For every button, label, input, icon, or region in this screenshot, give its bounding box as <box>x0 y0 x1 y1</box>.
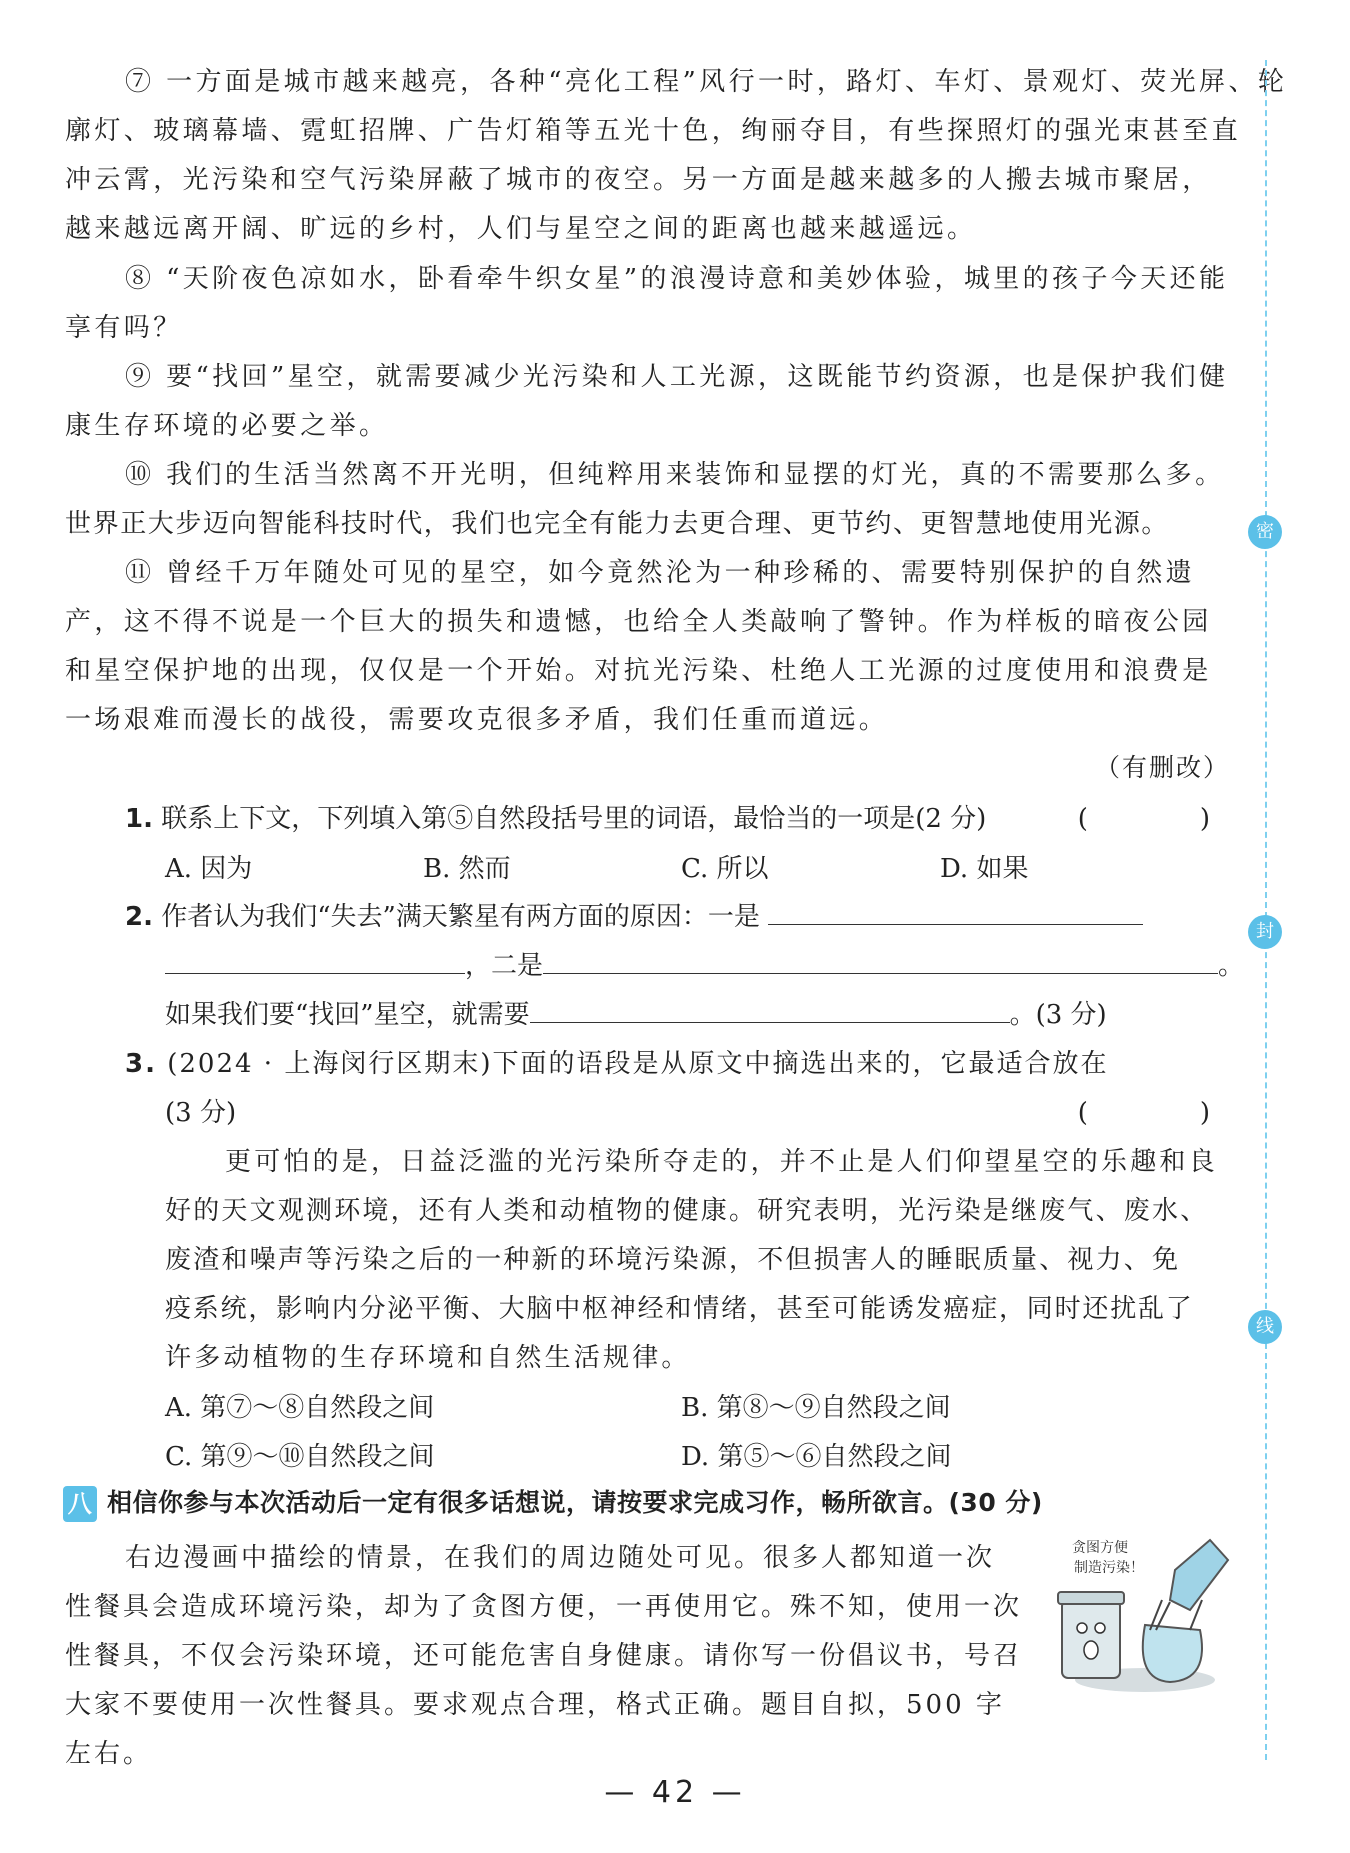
option-d[interactable]: D. 如果 <box>940 854 1029 884</box>
section-8-heading <box>63 1483 1043 1522</box>
text-line: ⑧ “天阶夜色凉如水，卧看牵牛织女星”的浪漫诗意和美妙体验，城里的孩子今天还能 <box>125 264 1229 294</box>
question-text: 如果我们要“找回”星空，就需要 <box>165 1000 530 1030</box>
text-line: ⑨ 要“找回”星空，就需要减少光污染和人工光源，这既能节约资源，也是保护我们健 <box>125 362 1229 392</box>
paragraph-9 <box>65 353 1230 451</box>
option-b[interactable]: B. 然而 <box>423 854 511 884</box>
question-text: ，二是 <box>465 951 544 981</box>
question-text: 作者认为我们“失去”满天繁星有两方面的原因：一是 <box>161 902 760 932</box>
text-line: 废渣和噪声等污染之后的一种新的环境污染源，不但损害人的睡眠质量、视力、免 <box>165 1245 1181 1275</box>
answer-blank-2[interactable] <box>543 943 1218 974</box>
question-2-line3 <box>165 991 1107 1040</box>
bin-mouth <box>1084 1641 1098 1659</box>
text-line: 冲云霄，光污染和空气污染屏蔽了城市的夜空。另一方面是越来越多的人搬去城市聚居， <box>65 165 1212 195</box>
side-tab-seal: 线 <box>1248 1310 1282 1344</box>
paragraph-7 <box>65 58 1288 254</box>
question-3 <box>125 1040 1108 1089</box>
bin-lid <box>1058 1592 1124 1604</box>
answer-paren[interactable]: ( ) <box>1077 1098 1230 1128</box>
section-badge: 八 <box>63 1486 97 1522</box>
question-text: 联系上下文，下列填入第⑤自然段括号里的词语，最恰当的一项是(2 分) <box>161 804 987 834</box>
page-number: — 42 — <box>604 1775 746 1810</box>
question-number: 2. <box>125 902 153 932</box>
excerpt <box>165 1138 1230 1383</box>
cartoon-illustration <box>1050 1530 1230 1700</box>
paragraph-11 <box>65 549 1230 745</box>
bin-eye-left <box>1077 1623 1087 1633</box>
option-a[interactable]: A. 因为 <box>165 854 253 884</box>
trash-bin-icon <box>1062 1600 1120 1678</box>
text-line: 产，这不得不说是一个巨大的损失和遗憾，也给全人类敲响了警钟。作为样板的暗夜公园 <box>65 607 1212 637</box>
text-line: 廓灯、玻璃幕墙、霓虹招牌、广告灯箱等五光十色，绚丽夺目，有些探照灯的强光束甚至直 <box>65 116 1242 146</box>
bin-eye-right <box>1095 1623 1105 1633</box>
question-2 <box>125 893 1143 942</box>
side-tab-seal: 密 <box>1248 515 1282 549</box>
answer-blank-3[interactable] <box>530 992 1010 1023</box>
text-line: 右边漫画中描绘的情景，在我们的周边随处可见。很多人都知道一次 <box>125 1543 996 1573</box>
option-c[interactable]: C. 所以 <box>681 854 769 884</box>
cartoon-caption-2: 制造污染！ <box>1074 1560 1144 1576</box>
text-line: ⑦ 一方面是城市越来越亮，各种“亮化工程”风行一时，路灯、车灯、景观灯、荧光屏、轮 <box>125 67 1288 97</box>
question-2-line2 <box>165 942 1244 991</box>
answer-blank-1b[interactable] <box>165 943 465 974</box>
text-line: 越来越远离开阔、旷远的乡村，人们与星空之间的距离也越来越遥远。 <box>65 214 977 244</box>
side-tab-seal: 封 <box>1248 915 1282 949</box>
text-line: 康生存环境的必要之举。 <box>65 411 389 441</box>
text-line: 享有吗？ <box>65 313 183 343</box>
question-1 <box>125 795 986 844</box>
option-d[interactable]: D. 第⑤～⑥自然段之间 <box>681 1442 952 1472</box>
essay-prompt <box>65 1534 1045 1779</box>
text-line: 大家不要使用一次性餐具。要求观点合理，格式正确。题目自拟，500 字 <box>65 1690 1005 1720</box>
cartoon-caption-1: 贪图方便 <box>1072 1540 1128 1556</box>
text-line: 疫系统，影响内分泌平衡、大脑中枢神经和情绪，甚至可能诱发癌症，同时还扰乱了 <box>165 1294 1194 1324</box>
question-number: 3. <box>125 1049 157 1079</box>
question-number: 1. <box>125 804 153 834</box>
paragraph-8 <box>65 255 1230 353</box>
text-line: 和星空保护地的出现，仅仅是一个开始。对抗光污染、杜绝人工光源的过度使用和浪费是 <box>65 656 1212 686</box>
option-a[interactable]: A. 第⑦～⑧自然段之间 <box>165 1393 435 1423</box>
text-line: 世界正大步迈向智能科技时代，我们也完全有能力去更合理、更节约、更智慧地使用光源。 <box>65 509 1170 539</box>
text-line: ⑪ 曾经千万年随处可见的星空，如今竟然沦为一种珍稀的、需要特别保护的自然遗 <box>125 558 1196 588</box>
text-line: ⑩ 我们的生活当然离不开光明，但纯粹用来装饰和显摆的灯光，真的不需要那么多。 <box>125 460 1225 490</box>
answer-blank-1a[interactable] <box>768 894 1143 925</box>
question-3-score: (3 分) <box>165 1098 237 1128</box>
plastic-bag-icon <box>1143 1625 1202 1682</box>
paragraph-10 <box>65 451 1230 549</box>
text-line: 好的天文观测环境，还有人类和动植物的健康。研究表明，光污染是继废气、废水、 <box>165 1196 1209 1226</box>
text-line: 更可怕的是，日益泛滥的光污染所夺走的，并不止是人们仰望星空的乐趣和良 <box>225 1147 1218 1177</box>
answer-paren[interactable]: ( ) <box>1077 804 1230 834</box>
source-note: （有删改） <box>1094 753 1230 782</box>
text-line: 许多动植物的生存环境和自然生活规律。 <box>165 1343 691 1373</box>
option-b[interactable]: B. 第⑧～⑨自然段之间 <box>681 1393 951 1423</box>
option-c[interactable]: C. 第⑨～⑩自然段之间 <box>165 1442 435 1472</box>
text-line: 性餐具会造成环境污染，却为了贪图方便，一再使用它。殊不知，使用一次 <box>65 1592 1023 1622</box>
text-line: 性餐具，不仅会污染环境，还可能危害自身健康。请你写一份倡议书，号召 <box>65 1641 1023 1671</box>
question-text: 。(3 分) <box>1009 1000 1107 1030</box>
question-text: 。 <box>1218 951 1245 981</box>
binding-dashed-line <box>1265 60 1267 1760</box>
section-title: 相信你参与本次活动后一定有很多话想说，请按要求完成习作，畅所欲言。(30 分) <box>107 1488 1043 1517</box>
question-text: (2024 · 上海闵行区期末)下面的语段是从原文中摘选出来的，它最适合放在 <box>167 1049 1109 1079</box>
text-line: 左右。 <box>65 1739 153 1769</box>
hand-sleeve-shape <box>1170 1540 1228 1610</box>
text-line: 一场艰难而漫长的战役，需要攻克很多矛盾，我们任重而道远。 <box>65 705 889 735</box>
